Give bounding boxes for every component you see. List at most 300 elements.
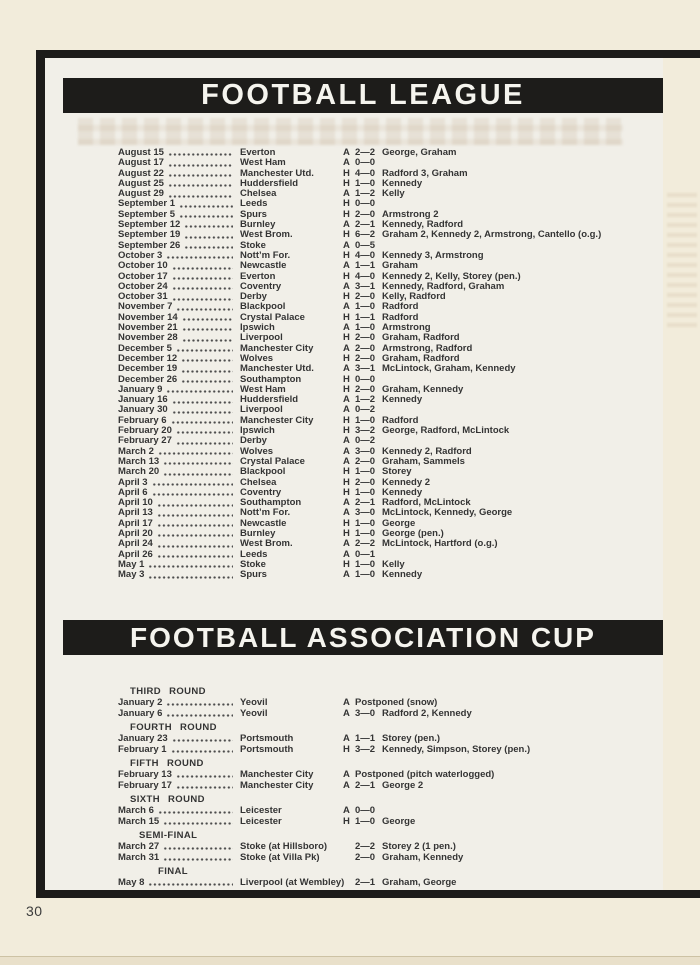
fixture-date: January 2 — [118, 697, 163, 708]
fixture-date-cell — [118, 841, 240, 852]
fixture-venue: A — [343, 322, 350, 334]
cup-round-heading: SIXTH ROUND — [130, 794, 205, 805]
league-banner — [63, 78, 663, 113]
fixture-score: 1—0 — [355, 517, 376, 529]
fixture-score: 0—2 — [355, 404, 376, 416]
fixture-date: November 14 — [118, 311, 178, 323]
fixture-score: 1—0 — [355, 322, 376, 334]
fixture-scorers: Graham 2, Kennedy 2, Armstrong, Cantello (o.g.) — [382, 229, 602, 241]
dot-leader — [166, 703, 233, 706]
fixture-opponent: Liverpool — [240, 332, 283, 344]
fixture-score: 2—1 — [355, 780, 376, 791]
fixture-score: 2—0 — [355, 342, 376, 354]
fixture-date-cell — [118, 805, 240, 816]
fixture-venue: H — [343, 383, 350, 395]
fixture-opponent: Leeds — [240, 198, 268, 210]
cup-round-group — [45, 866, 663, 888]
fixture-venue: H — [343, 229, 350, 241]
fixture-row — [45, 852, 663, 863]
fixture-score: 4—0 — [355, 270, 376, 282]
fixture-opponent: Yeovil — [240, 708, 268, 719]
fixture-opponent: Spurs — [240, 208, 267, 220]
fixture-scorers: Kelly — [382, 558, 405, 570]
fixture-score: 2—1 — [355, 877, 376, 888]
league-banner-title: FOOTBALL LEAGUE — [201, 79, 525, 111]
fixture-date: February 13 — [118, 769, 172, 780]
fixture-opponent: Blackpool — [240, 301, 286, 313]
fixture-date: August 29 — [118, 188, 164, 200]
fixture-score: 2—0 — [355, 852, 376, 863]
fixture-date-cell — [118, 816, 240, 827]
fixture-date: January 6 — [118, 708, 163, 719]
fixture-date: August 15 — [118, 147, 164, 158]
print-bleedthrough-ghost-top — [78, 118, 623, 145]
fixture-scorers: Radford — [382, 301, 419, 313]
fixture-opponent: Stoke — [240, 239, 266, 251]
fixture-scorers: Kennedy 2 — [382, 476, 431, 488]
fixture-scorers: Radford 2, Kennedy — [382, 708, 472, 719]
fixture-scorers: Graham, George — [382, 877, 457, 888]
fixture-opponent: Manchester Utd. — [240, 363, 314, 375]
fixture-scorers: Kennedy — [382, 177, 423, 189]
fixture-opponent: West Ham — [240, 157, 286, 169]
fixture-row — [45, 744, 663, 755]
fixture-date: February 17 — [118, 780, 172, 791]
fixture-date: March 6 — [118, 805, 154, 816]
dot-leader — [168, 184, 233, 187]
fixture-score: 3—0 — [355, 507, 376, 519]
fixture-venue: H — [343, 167, 350, 179]
fixture-venue: H — [343, 352, 350, 364]
fixture-date: November 7 — [118, 301, 173, 313]
fixture-score: 2—0 — [355, 476, 376, 488]
dot-leader — [171, 750, 233, 753]
cup-round-heading: FOURTH ROUND — [130, 722, 217, 733]
fixture-opponent: Huddersfield — [240, 177, 299, 189]
dot-leader — [184, 225, 233, 228]
frame-border-bottom — [36, 890, 700, 898]
fixture-scorers: Radford — [382, 311, 419, 323]
fixture-row — [45, 697, 663, 708]
fixture-opponent: Newcastle — [240, 260, 287, 272]
fixture-date-cell — [118, 570, 240, 580]
fixture-date: September 5 — [118, 208, 176, 220]
fixture-venue: A — [343, 219, 350, 231]
fixture-date: March 13 — [118, 455, 160, 467]
fixture-row — [45, 467, 663, 477]
dot-leader — [163, 822, 233, 825]
fixture-scorers: Armstrong — [382, 322, 431, 334]
fixture-date-cell — [118, 697, 240, 708]
fixture-scorers — [382, 405, 663, 415]
fixture-date: March 31 — [118, 852, 160, 863]
fixture-venue: H — [343, 476, 350, 488]
fixture-opponent: Spurs — [240, 569, 267, 581]
fixture-opponent: Wolves — [240, 352, 274, 364]
fixture-venue: A — [343, 363, 350, 375]
fixture-scorers: Armstrong 2 — [382, 208, 439, 220]
dot-leader — [148, 565, 233, 568]
fixture-opponent: West Brom. — [240, 229, 293, 241]
fixture-date: April 24 — [118, 538, 153, 550]
fixture-opponent: Coventry — [240, 280, 282, 292]
dot-leader — [148, 576, 233, 579]
fixture-scorers: Kennedy — [382, 486, 423, 498]
fixture-venue: H — [343, 486, 350, 498]
fixture-score: 1—1 — [355, 260, 376, 272]
fixture-date: October 17 — [118, 270, 168, 282]
fixture-opponent: Stoke (at Villa Pk) — [240, 852, 320, 863]
fixture-score: 0—0 — [355, 157, 376, 169]
fixture-scorers: Kennedy 3, Armstrong — [382, 249, 484, 261]
cup-round-group — [45, 830, 663, 863]
dot-leader — [168, 153, 233, 156]
dot-leader — [157, 514, 233, 517]
dot-leader — [176, 442, 233, 445]
dot-leader — [166, 390, 233, 393]
cup-round-heading: FIFTH ROUND — [130, 758, 204, 769]
dot-leader — [158, 811, 233, 814]
fixture-venue: A — [343, 769, 350, 780]
fixture-opponent: Ipswich — [240, 425, 275, 437]
cup-round-heading: FINAL — [158, 866, 188, 877]
dot-leader — [163, 847, 233, 850]
fixture-venue: A — [343, 404, 350, 416]
fixture-opponent: Southampton — [240, 497, 302, 509]
dot-leader — [182, 339, 233, 342]
fixture-score: 3—1 — [355, 363, 376, 375]
cup-round-group — [45, 758, 663, 791]
fixture-venue: A — [343, 780, 350, 791]
fixture-scorers: Storey — [382, 466, 412, 478]
fixture-score: 1—1 — [355, 311, 376, 323]
fixture-score: 1—0 — [355, 569, 376, 581]
fixture-scorers: George 2 — [382, 780, 424, 791]
frame-border-top — [36, 50, 700, 58]
fixture-opponent: Portsmouth — [240, 733, 294, 744]
fixture-opponent: Manchester City — [240, 342, 314, 354]
dot-leader — [172, 411, 233, 414]
fixture-opponent: Derby — [240, 435, 267, 447]
fixture-venue: A — [343, 697, 350, 708]
league-fixtures-list — [45, 148, 663, 580]
fixture-date: August 25 — [118, 177, 164, 189]
fixture-score: 3—2 — [355, 744, 376, 755]
fixture-opponent: Coventry — [240, 486, 282, 498]
fixture-row — [45, 708, 663, 719]
fixture-opponent: Southampton — [240, 373, 302, 385]
fixture-venue: A — [343, 301, 350, 313]
fixture-date: September 26 — [118, 239, 181, 251]
dot-leader — [181, 359, 233, 362]
fixture-scorers: George — [382, 517, 416, 529]
fixture-venue: A — [343, 435, 350, 447]
fixture-scorers — [382, 805, 663, 816]
fixture-opponent: Crystal Palace — [240, 311, 305, 323]
fixture-date: November 21 — [118, 322, 178, 334]
fixture-date-cell — [118, 744, 240, 755]
fixture-scorers: Kennedy 2, Radford — [382, 445, 472, 457]
fixture-score: 2—0 — [355, 291, 376, 303]
fixture-scorers: McLintock, Graham, Kennedy — [382, 363, 516, 375]
dot-leader — [179, 205, 233, 208]
fixture-venue: H — [343, 311, 350, 323]
fixture-date: October 3 — [118, 249, 163, 261]
fixture-date-cell — [118, 708, 240, 719]
fixture-opponent: Stoke (at Hillsboro) — [240, 841, 328, 852]
fixture-scorers: Kennedy 2, Kelly, Storey (pen.) — [382, 270, 521, 282]
fixture-date: December 26 — [118, 373, 178, 385]
fixture-scorers: McLintock, Hartford (o.g.) — [382, 538, 498, 550]
fixture-score: 2—1 — [355, 497, 376, 509]
fixture-venue: A — [343, 538, 350, 550]
dot-leader — [163, 858, 233, 861]
fixture-scorers: McLintock, Kennedy, George — [382, 507, 513, 519]
fixture-venue: H — [343, 270, 350, 282]
fixture-scorers: Kennedy — [382, 394, 423, 406]
fixture-opponent: West Ham — [240, 383, 286, 395]
dot-leader — [148, 883, 233, 886]
fixture-score: 2—1 — [355, 219, 376, 231]
fixture-date: March 15 — [118, 816, 160, 827]
fixture-date: May 8 — [118, 877, 145, 888]
fixture-venue: A — [343, 260, 350, 272]
dot-leader — [181, 380, 233, 383]
dot-leader — [176, 431, 233, 434]
fixture-scorers: Radford 3, Graham — [382, 167, 468, 179]
fixture-row — [45, 570, 663, 580]
fixture-row — [45, 841, 663, 852]
fixture-date: February 27 — [118, 435, 172, 447]
dot-leader — [168, 174, 233, 177]
frame-border-left — [36, 50, 45, 898]
fixture-scorers: George, Graham — [382, 147, 457, 158]
fixture-venue: A — [343, 733, 350, 744]
dot-leader — [157, 534, 233, 537]
fixture-note: Postponed (snow) — [355, 697, 438, 708]
fixture-venue: H — [343, 744, 350, 755]
fixture-opponent: Liverpool — [240, 404, 283, 416]
dot-leader — [152, 493, 233, 496]
fixture-date: March 27 — [118, 841, 160, 852]
fixture-row — [45, 364, 663, 374]
fixture-venue: A — [343, 455, 350, 467]
fixture-venue: A — [343, 445, 350, 457]
fixture-score: 2—2 — [355, 841, 376, 852]
fixture-opponent: Nott’m For. — [240, 507, 291, 519]
dot-leader — [179, 215, 233, 218]
fixture-date-cell — [118, 852, 240, 863]
dot-leader — [182, 318, 233, 321]
fixture-opponent: Manchester Utd. — [240, 167, 314, 179]
cup-banner — [63, 620, 663, 655]
fixture-venue: A — [343, 239, 350, 251]
fixture-opponent: Liverpool (at Wembley) — [240, 877, 345, 888]
fixture-date: February 20 — [118, 425, 172, 437]
fixture-opponent: Leicester — [240, 816, 282, 827]
fixture-opponent: Derby — [240, 291, 267, 303]
fixture-score: 1—0 — [355, 558, 376, 570]
dot-leader — [163, 473, 233, 476]
dot-leader — [176, 349, 233, 352]
fixture-opponent: Yeovil — [240, 697, 268, 708]
fixture-venue: H — [343, 198, 350, 210]
fixture-opponent: Portsmouth — [240, 744, 294, 755]
fixture-venue: A — [343, 507, 350, 519]
fixture-opponent: Chelsea — [240, 188, 277, 200]
fixture-date: January 30 — [118, 404, 168, 416]
fixture-venue: A — [343, 342, 350, 354]
fixture-score: 0—1 — [355, 548, 376, 560]
fixture-opponent: Chelsea — [240, 476, 277, 488]
dot-leader — [163, 462, 233, 465]
fixture-venue: H — [343, 249, 350, 261]
fixture-scorers: Graham, Kennedy — [382, 383, 464, 395]
dot-leader — [172, 277, 233, 280]
fixture-date: March 2 — [118, 445, 154, 457]
fixture-score: 0—0 — [355, 373, 376, 385]
fixture-date: September 19 — [118, 229, 181, 241]
fixture-date: December 12 — [118, 352, 178, 364]
dot-leader — [182, 328, 233, 331]
fixture-scorers: Armstrong, Radford — [382, 342, 473, 354]
fixture-date: December 19 — [118, 363, 178, 375]
fixture-opponent: Leicester — [240, 805, 282, 816]
fixture-score: 4—0 — [355, 249, 376, 261]
fixture-score: 1—0 — [355, 816, 376, 827]
cup-fixtures-list — [45, 686, 663, 888]
fixture-scorers: Graham, Sammels — [382, 455, 465, 467]
fixture-score: 4—0 — [355, 167, 376, 179]
fixture-venue: H — [343, 373, 350, 385]
cup-round-group — [45, 794, 663, 827]
fixture-score: 1—0 — [355, 486, 376, 498]
dot-leader — [157, 504, 233, 507]
fixture-venue: H — [343, 425, 350, 437]
fixture-scorers: Storey 2 (1 pen.) — [382, 841, 456, 852]
fixture-scorers: Graham, Radford — [382, 352, 460, 364]
fixture-venue: H — [343, 517, 350, 529]
fixture-scorers: Radford — [382, 414, 419, 426]
fixture-date: April 6 — [118, 486, 148, 498]
fixture-date: April 10 — [118, 497, 153, 509]
dot-leader — [172, 267, 233, 270]
fixture-date-cell — [118, 733, 240, 744]
dot-leader — [176, 308, 233, 311]
fixture-scorers: Radford, McLintock — [382, 497, 471, 509]
fixture-venue: A — [343, 394, 350, 406]
fixture-venue: H — [343, 816, 350, 827]
fixture-scorers: Kelly, Radford — [382, 291, 446, 303]
fixture-score: 1—0 — [355, 301, 376, 313]
fixture-scorers: George, Radford, McLintock — [382, 425, 510, 437]
fixture-scorers: Graham, Radford — [382, 332, 460, 344]
fixture-date: August 17 — [118, 157, 164, 169]
fixture-score: 1—2 — [355, 394, 376, 406]
fixture-opponent: Nott’m For. — [240, 249, 291, 261]
dot-leader — [166, 714, 233, 717]
fixture-date: February 1 — [118, 744, 167, 755]
fixture-row — [45, 780, 663, 791]
fixture-venue: A — [343, 805, 350, 816]
fixture-opponent: Leeds — [240, 548, 268, 560]
fixture-row — [45, 769, 663, 780]
fixture-venue: A — [343, 188, 350, 200]
fixture-score: 2—2 — [355, 147, 376, 158]
fixture-opponent: West Brom. — [240, 538, 293, 550]
fixture-date: November 28 — [118, 332, 178, 344]
dot-leader — [184, 236, 233, 239]
dot-leader — [176, 775, 233, 778]
fixture-date: January 23 — [118, 733, 168, 744]
fixture-date: September 1 — [118, 198, 176, 210]
fixture-score: 1—0 — [355, 177, 376, 189]
dot-leader — [157, 555, 233, 558]
dot-leader — [172, 401, 233, 404]
dot-leader — [152, 483, 233, 486]
fixture-scorers: Storey (pen.) — [382, 733, 441, 744]
fixture-venue: H — [343, 208, 350, 220]
fixture-row — [45, 733, 663, 744]
fixture-opponent: Burnley — [240, 219, 276, 231]
fixture-score: 3—1 — [355, 280, 376, 292]
fixture-opponent: Manchester City — [240, 414, 314, 426]
dot-leader — [168, 164, 233, 167]
fixture-opponent: Crystal Palace — [240, 455, 305, 467]
fixture-score: 1—0 — [355, 414, 376, 426]
dot-leader — [176, 786, 233, 789]
fixture-opponent: Newcastle — [240, 517, 287, 529]
fixture-venue: A — [343, 157, 350, 169]
fixture-venue: A — [343, 569, 350, 581]
dot-leader — [181, 370, 233, 373]
fixture-score: 2—2 — [355, 538, 376, 550]
fixture-scorers: George (pen.) — [382, 527, 444, 539]
fixture-opponent: Blackpool — [240, 466, 286, 478]
fixture-opponent: Ipswich — [240, 322, 275, 334]
fixture-score: 0—0 — [355, 805, 376, 816]
fixture-date: March 20 — [118, 466, 160, 478]
fixture-venue: A — [343, 147, 350, 158]
fixture-opponent: Everton — [240, 270, 276, 282]
fixture-scorers: Graham — [382, 260, 418, 272]
fixture-scorers: Kennedy — [382, 569, 423, 581]
fixture-scorers: Kennedy, Simpson, Storey (pen.) — [382, 744, 531, 755]
fixture-venue: A — [343, 548, 350, 560]
fixture-date: January 9 — [118, 383, 163, 395]
fixture-score: 2—0 — [355, 352, 376, 364]
fixture-date: April 17 — [118, 517, 153, 529]
cup-round-heading: SEMI-FINAL — [139, 830, 198, 841]
fixture-score: 1—0 — [355, 527, 376, 539]
fixture-score: 1—0 — [355, 466, 376, 478]
cup-banner-title: FOOTBALL ASSOCIATION CUP — [130, 622, 596, 653]
fixture-score: 2—0 — [355, 455, 376, 467]
fixture-opponent: Manchester City — [240, 769, 314, 780]
fixture-note: Postponed (pitch waterlogged) — [355, 769, 495, 780]
fixture-scorers: Kelly — [382, 188, 405, 200]
fixture-scorers: George — [382, 816, 416, 827]
fixture-venue: H — [343, 466, 350, 478]
fixture-row — [45, 877, 663, 888]
cup-round-heading: THIRD ROUND — [130, 686, 206, 697]
fixture-score: 0—0 — [355, 198, 376, 210]
fixture-score: 3—2 — [355, 425, 376, 437]
cup-round-group — [45, 722, 663, 755]
fixture-date: August 22 — [118, 167, 164, 179]
fixture-venue: H — [343, 177, 350, 189]
fixture-date: April 13 — [118, 507, 153, 519]
